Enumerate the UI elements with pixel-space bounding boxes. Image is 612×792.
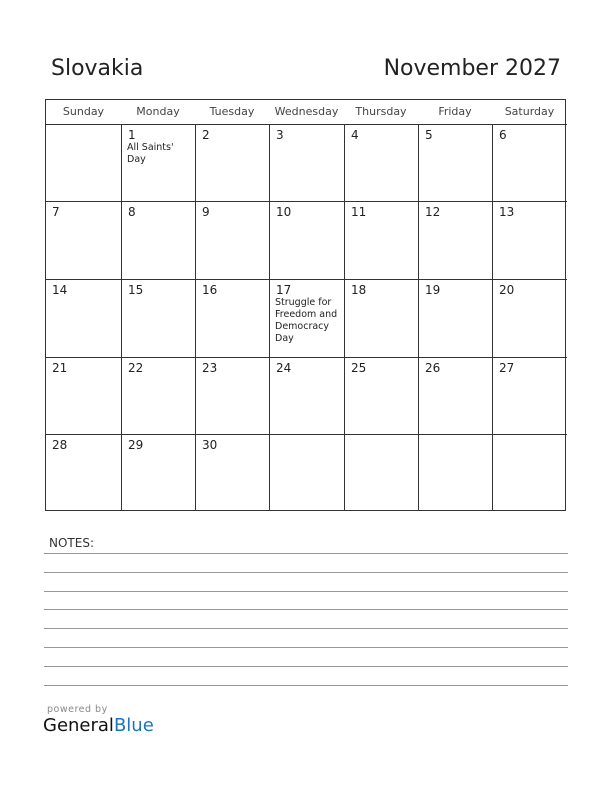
day-number: 5 bbox=[425, 128, 433, 142]
day-cell bbox=[195, 434, 269, 511]
day-number: 1 bbox=[128, 128, 136, 142]
day-cell bbox=[269, 124, 344, 201]
day-cell bbox=[269, 201, 344, 279]
day-cell bbox=[344, 124, 418, 201]
day-number: 26 bbox=[425, 361, 441, 375]
holiday-label: Struggle for Freedom and Democracy Day bbox=[275, 297, 338, 344]
day-cell bbox=[492, 201, 567, 279]
weekday-header: Sunday bbox=[62, 105, 105, 118]
day-number: 29 bbox=[128, 438, 144, 452]
holiday-label: All Saints' Day bbox=[127, 142, 174, 165]
day-cell bbox=[121, 201, 195, 279]
day-number: 18 bbox=[351, 283, 367, 297]
day-number: 6 bbox=[499, 128, 507, 142]
day-number: 27 bbox=[499, 361, 515, 375]
day-number: 21 bbox=[52, 361, 68, 375]
day-cell bbox=[121, 357, 195, 434]
day-number: 14 bbox=[52, 283, 68, 297]
day-cell bbox=[195, 279, 269, 357]
day-cell bbox=[46, 124, 121, 201]
day-number: 10 bbox=[276, 205, 292, 219]
day-cell bbox=[269, 279, 344, 357]
calendar-grid bbox=[45, 99, 566, 511]
day-cell bbox=[418, 357, 492, 434]
day-cell bbox=[344, 279, 418, 357]
notes-label: NOTES: bbox=[49, 536, 94, 550]
day-cell bbox=[344, 434, 418, 511]
day-number: 11 bbox=[351, 205, 367, 219]
generalblue-logo bbox=[43, 715, 154, 736]
day-cell bbox=[418, 279, 492, 357]
weekday-header: Wednesday bbox=[274, 105, 339, 118]
day-cell bbox=[418, 434, 492, 511]
day-cell bbox=[46, 357, 121, 434]
day-number: 20 bbox=[499, 283, 515, 297]
day-number: 30 bbox=[202, 438, 218, 452]
day-number: 12 bbox=[425, 205, 441, 219]
note-line bbox=[44, 609, 568, 610]
weekday-header: Friday bbox=[438, 105, 472, 118]
day-cell bbox=[121, 124, 195, 201]
day-number: 25 bbox=[351, 361, 367, 375]
day-cell bbox=[269, 434, 344, 511]
note-line bbox=[44, 647, 568, 648]
weekday-header: Saturday bbox=[504, 105, 555, 118]
note-line bbox=[44, 553, 568, 554]
brand-blue: Blue bbox=[113, 715, 154, 736]
day-number: 24 bbox=[276, 361, 292, 375]
weekday-header: Thursday bbox=[355, 105, 407, 118]
powered-by-text: powered by bbox=[47, 704, 108, 715]
day-cell bbox=[121, 434, 195, 511]
day-number: 16 bbox=[202, 283, 218, 297]
day-cell bbox=[46, 201, 121, 279]
country-title: Slovakia bbox=[51, 56, 144, 81]
day-number: 9 bbox=[202, 205, 210, 219]
weekday-header: Monday bbox=[136, 105, 180, 118]
month-title: November 2027 bbox=[383, 56, 561, 81]
note-line bbox=[44, 666, 568, 667]
day-cell bbox=[344, 201, 418, 279]
day-number: 8 bbox=[128, 205, 136, 219]
day-number: 19 bbox=[425, 283, 441, 297]
day-number: 13 bbox=[499, 205, 515, 219]
day-cell bbox=[418, 201, 492, 279]
day-cell bbox=[492, 434, 567, 511]
brand-general: General bbox=[43, 715, 114, 736]
day-cell bbox=[492, 279, 567, 357]
day-cell bbox=[492, 124, 567, 201]
day-cell bbox=[195, 201, 269, 279]
day-cell bbox=[418, 124, 492, 201]
note-line bbox=[44, 572, 568, 573]
day-number: 22 bbox=[128, 361, 144, 375]
day-number: 3 bbox=[276, 128, 284, 142]
day-number: 23 bbox=[202, 361, 218, 375]
day-cell bbox=[121, 279, 195, 357]
day-number: 28 bbox=[52, 438, 68, 452]
day-cell bbox=[492, 357, 567, 434]
day-cell bbox=[195, 124, 269, 201]
day-number: 2 bbox=[202, 128, 210, 142]
day-number: 15 bbox=[128, 283, 144, 297]
weekday-header: Tuesday bbox=[209, 105, 255, 118]
day-number: 7 bbox=[52, 205, 60, 219]
day-number: 17 bbox=[276, 283, 292, 297]
day-cell bbox=[344, 357, 418, 434]
note-line bbox=[44, 628, 568, 629]
day-number: 4 bbox=[351, 128, 359, 142]
day-cell bbox=[195, 357, 269, 434]
note-line bbox=[44, 685, 568, 686]
day-cell bbox=[46, 279, 121, 357]
day-cell bbox=[269, 357, 344, 434]
note-line bbox=[44, 591, 568, 592]
day-cell bbox=[46, 434, 121, 511]
